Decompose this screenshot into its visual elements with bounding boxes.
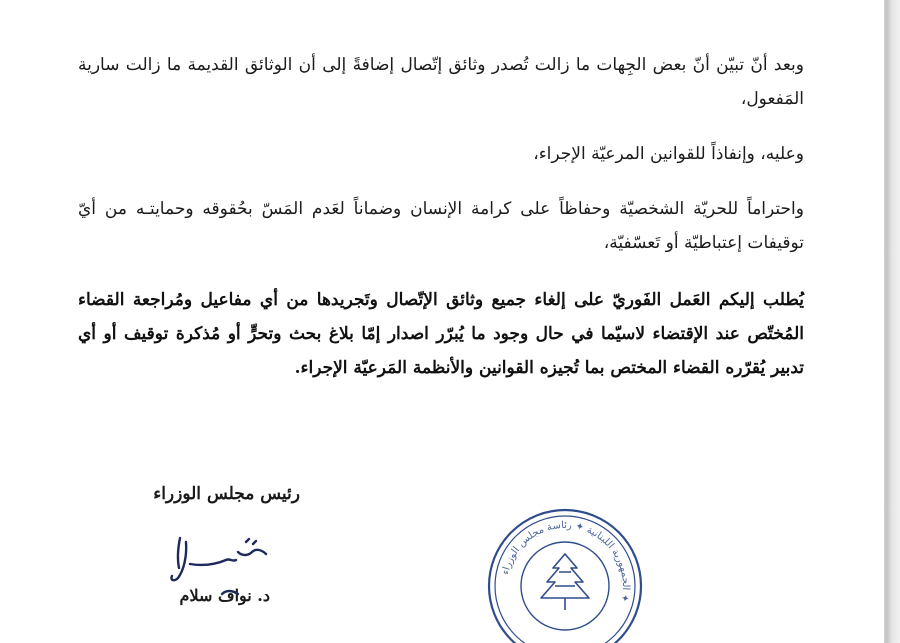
page-edge-shadow: [884, 0, 900, 643]
paragraph-pursuant-laws: وعليه، وإنفاذاً للقوانين المرعيّة الإجراء،: [533, 144, 804, 164]
signatory-name: د. نواف سلام: [179, 586, 270, 605]
paragraph-circulation-notices: وبعد أنّ تبيّن أنّ بعض الجِهات ما زالت تُصدر وثائق إتّصال إضافةً إلى أن الوثائق القديمة ما زالت سارية المَفعول،: [78, 55, 804, 109]
signatory-title: رئيس مجلس الوزراء: [153, 484, 300, 504]
handwritten-signature: [160, 530, 270, 610]
paragraph-directive: يُطلب إليكم العَمل الفَوريّ على إلغاء جميع وثائق الإتّصال وتَجريدها من أي مفاعيل ومُراجعة القضاء المُختّص عند الإقتضاء لاسيّما في حال وجود ما يُبرّر اصدار إمّا بلاغ بحث وتحرٍّ أو مُذكرة توقيف أو أي تدبير يُقرّره القضاء المختص بما تُجيزه القوانين والأنظمة المَرعيّة الإجراء.: [78, 290, 804, 378]
svg-text:ﺍﻟﺠﻤﻬﻮﺭﻳﺔ ﺍﻟﻠﺒﻨﺎﻧﻴﺔ ✦ ﺭﺋﺎﺳﺔ ﻣﺠ: ﺍﻟﺠﻤﻬﻮﺭﻳﺔ ﺍﻟﻠﺒﻨﺎﻧﻴﺔ ✦ ﺭﺋﺎﺳﺔ ﻣﺠﻠﺲ ﺍﻟﻮﺯﺭﺍﺀ ✦: [500, 519, 632, 604]
official-seal: [485, 506, 645, 643]
paragraph-personal-freedom: واحتراماً للحريّة الشخصيّة وحفاظاً على كرامة الإنسان وضماناً لعَدم المَسّ بحُقوقه وحمايتـه من أيّ توقيفات إعتباطيّة أو تَعسّفيّة،: [78, 199, 804, 253]
